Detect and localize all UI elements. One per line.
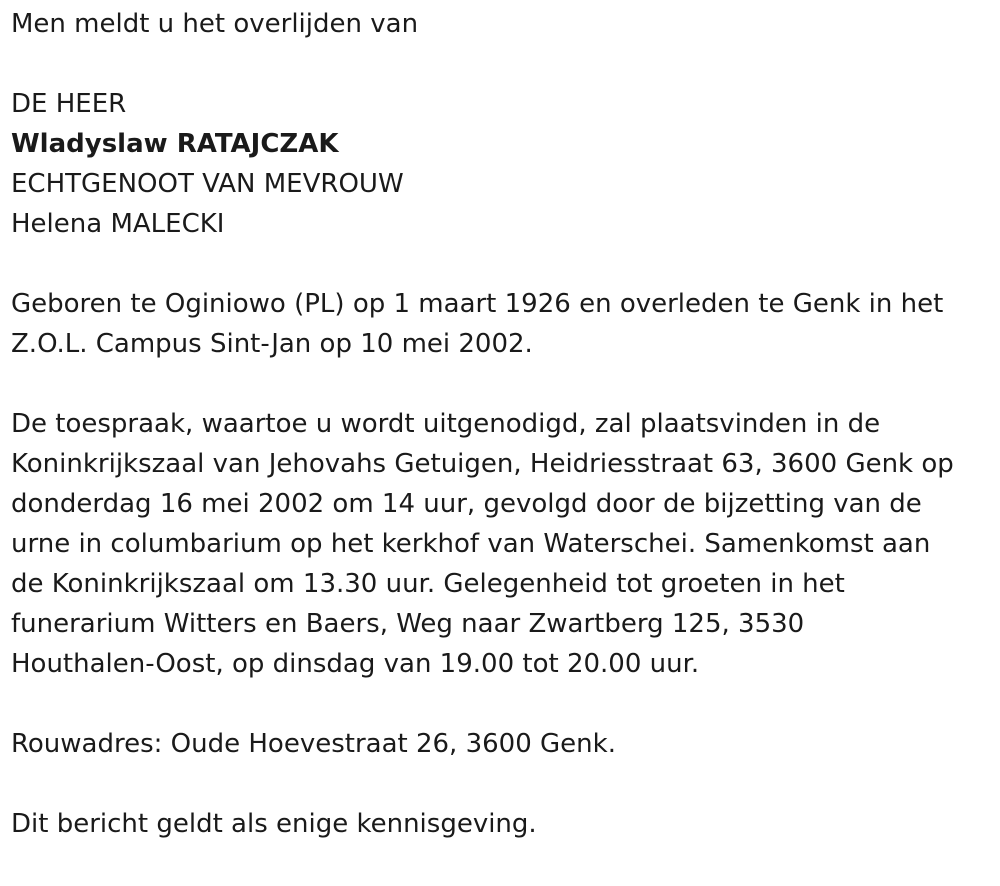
- spacer: [11, 684, 986, 724]
- paragraph-line: Houthalen-Oost, op dinsdag van 19.00 tot 20.00 uur.: [11, 649, 700, 679]
- paragraph-line: Geboren te Oginiowo (PL) op 1 maart 1926 en overleden te Genk in het: [11, 289, 944, 319]
- paragraph-line: De toespraak, waartoe u wordt uitgenodigd, zal plaatsvinden in de: [11, 409, 881, 439]
- paragraph-line: Z.O.L. Campus Sint-Jan op 10 mei 2002.: [11, 329, 533, 359]
- title-text: DE HEER: [11, 89, 127, 119]
- ceremony-paragraph: [11, 404, 986, 684]
- paragraph-line: donderdag 16 mei 2002 om 14 uur, gevolgd door de bijzetting van de: [11, 489, 922, 519]
- spouse-label: ECHTGENOOT VAN MEVROUW: [11, 169, 404, 199]
- deceased-name: Wladyslaw RATAJCZAK: [11, 129, 339, 159]
- spacer: [11, 364, 986, 404]
- death-notice: [11, 4, 986, 844]
- closing-text: Dit bericht geldt als enige kennisgeving.: [11, 809, 537, 839]
- spouse-name: Helena MALECKI: [11, 209, 225, 239]
- paragraph-line: Koninkrijkszaal van Jehovahs Getuigen, Heidriesstraat 63, 3600 Genk op: [11, 449, 954, 479]
- spacer: [11, 244, 986, 284]
- birth-death-paragraph: [11, 284, 986, 364]
- paragraph-line: urne in columbarium op het kerkhof van Waterschei. Samenkomst aan: [11, 529, 931, 559]
- spacer: [11, 44, 986, 84]
- paragraph-line: funerarium Witters en Baers, Weg naar Zwartberg 125, 3530: [11, 609, 805, 639]
- intro-text: Men meldt u het overlijden van: [11, 9, 419, 39]
- mourning-address: Rouwadres: Oude Hoevestraat 26, 3600 Genk.: [11, 729, 616, 759]
- paragraph-line: de Koninkrijkszaal om 13.30 uur. Gelegenheid tot groeten in het: [11, 569, 845, 599]
- spacer: [11, 764, 986, 804]
